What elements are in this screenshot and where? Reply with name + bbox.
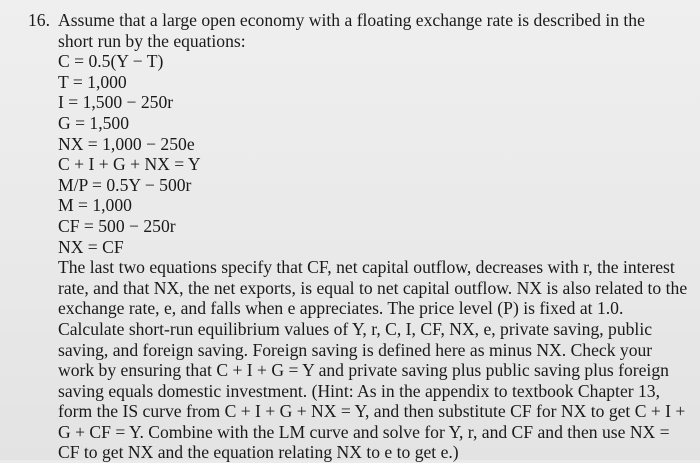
problem-number: 16.	[28, 10, 50, 30]
equation-list	[28, 51, 670, 257]
intro-line-2: short run by the equations:	[58, 30, 246, 51]
paragraph-line: saving equals domestic investment. (Hint: As in the appendix to textbook Chapter 13,	[58, 380, 661, 401]
equation-government: G = 1,500	[58, 112, 130, 133]
paragraph-line: work by ensuring that C + I + G = Y and private saving plus public saving plus foreign	[58, 360, 669, 381]
equation-taxes: T = 1,000	[58, 71, 127, 92]
equation-net-exports: NX = 1,000 − 250e	[58, 133, 195, 154]
equation-money-demand: M/P = 0.5Y − 500r	[58, 174, 192, 195]
paragraph-line: saving, and foreign saving. Foreign saving is defined here as minus NX. Check your	[58, 339, 653, 360]
problem-intro	[58, 10, 670, 51]
paragraph-line: Calculate short-run equilibrium values of Y, r, C, I, CF, NX, e, private saving, public	[58, 318, 653, 339]
paragraph-line: G + CF = Y. Combine with the LM curve and solve for Y, r, and CF and then use NX =	[58, 421, 670, 442]
paragraph-line: rate, and that NX, the net exports, is equal to net capital outflow. NX is also related to the	[58, 277, 688, 298]
equation-investment: I = 1,500 − 250r	[58, 92, 174, 113]
equation-money-supply: M = 1,000	[58, 195, 132, 216]
paragraph-line: exchange rate, e, and falls when e appreciates. The price level (P) is fixed at 1.0.	[58, 298, 624, 319]
equation-capital-outflow: CF = 500 − 250r	[58, 215, 176, 236]
equation-goods-market: C + I + G + NX = Y	[58, 154, 201, 175]
paragraph-line: CF to get NX and the equation relating NX to e to get e.)	[58, 442, 459, 463]
equation-nx-equals-cf: NX = CF	[58, 236, 124, 257]
equation-consumption: C = 0.5(Y − T)	[58, 51, 164, 72]
paragraph-line: form the IS curve from C + I + G + NX = Y, and then substitute CF for NX to get C + I +	[58, 401, 686, 422]
problem-paragraph	[28, 257, 688, 463]
problem-header	[28, 10, 670, 51]
paragraph-line: The last two equations specify that CF, net capital outflow, decreases with r, the interest	[58, 257, 675, 278]
intro-line-1: Assume that a large open economy with a floating exchange rate is described in the	[58, 10, 645, 30]
